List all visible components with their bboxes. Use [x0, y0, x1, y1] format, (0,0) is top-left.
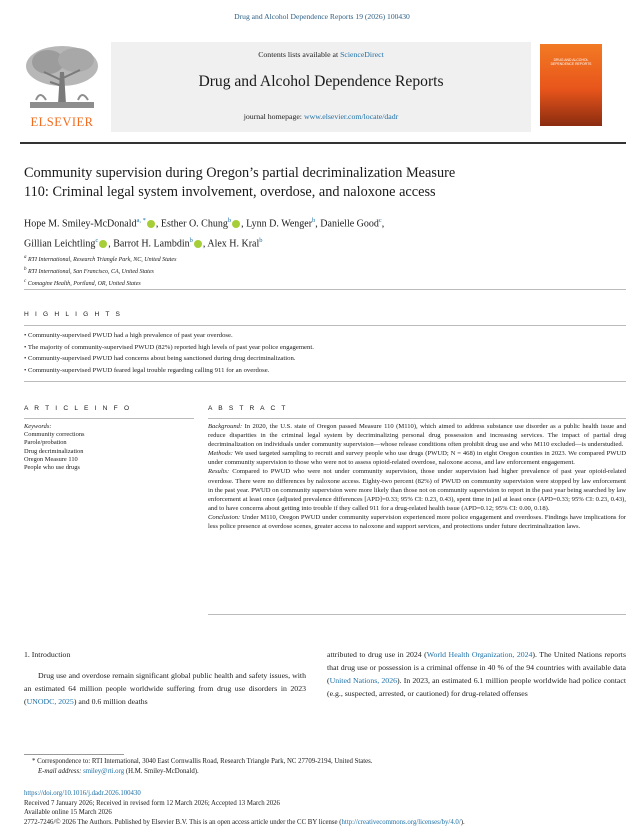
- highlights-heading: H I G H L I G H T S: [24, 311, 123, 318]
- author-name[interactable]: Barrot H. Lambdin: [113, 238, 190, 250]
- orcid-icon[interactable]: [99, 240, 107, 248]
- license-line: [24, 818, 624, 828]
- author-affiliation-mark[interactable]: b: [227, 217, 232, 224]
- highlight-text: Community-supervised PWUD feared legal trouble regarding calling 911 for an overdose.: [28, 366, 270, 374]
- highlight-item: • Community-supervised PWUD had a high prevalence of past year overdose.: [24, 332, 233, 339]
- citation-link[interactable]: United Nations, 2026: [329, 676, 397, 685]
- highlight-text: The majority of community-supervised PWUD (82%) reported high levels of past year police engagement.: [27, 343, 314, 351]
- article-title-line-1: Community supervision during Oregon’s partial decriminalization Measure: [24, 165, 456, 181]
- abstract-text: We used targeted sampling to recruit and survey people who use drugs (PWUD; N = 468) in eight Oregon counties in 2023. We compared PWUD under community supervision to those who were not to assess opioid-related overdose, naloxone access, and law enforcement engagement.: [208, 450, 626, 467]
- keyword-item[interactable]: Drug decriminalization: [24, 447, 84, 455]
- email-name: (H.M. Smiley-McDonald).: [124, 768, 199, 775]
- abstract-heading: A B S T R A C T: [208, 405, 288, 412]
- homepage-line: [111, 112, 531, 121]
- intro-text: attributed to drug use in 2024 (: [327, 650, 427, 659]
- footnotes: [24, 757, 624, 777]
- abstract-text: Compared to PWUD who were not under community supervision, those under supervision had higher prevalence of past year opioid-related overdose. There were no differences by naloxone access. Eighty-two percent (82%) of PWUD on community supervision were stopped by law enforcement in the past year. PWUD on community supervision were more likely than those not on community supervision to report in the past year being searched by law enforcement at least once (adjusted prevalence differences [APD]=0.33; 95% CI: 0.23, 0.43), spent time in jail at least once (APD=0.33; 95% CI: 0.23, 0.43), and to have concerns about getting into trouble if they called 911 for a drug-related health issue (APD=0.12; 95% CI: 0.00, 0.18).: [208, 468, 626, 512]
- publication-info: [24, 789, 624, 827]
- orcid-icon[interactable]: [232, 220, 240, 228]
- homepage-prefix: journal homepage:: [243, 112, 304, 121]
- highlight-item: • The majority of community-supervised PWUD (82%) reported high levels of past year police engagement.: [24, 343, 314, 351]
- doi-link[interactable]: https://doi.org/10.1016/j.dadr.2026.100430: [24, 790, 141, 797]
- cover-title: DRUG AND ALCOHOL DEPENDENCE REPORTS: [550, 58, 592, 66]
- journal-cover-image[interactable]: [540, 44, 602, 126]
- intro-text: ) and 0.6 million deaths: [73, 697, 148, 706]
- email-note: [24, 767, 624, 777]
- citation-link[interactable]: World Health Organization, 2024: [426, 650, 533, 659]
- introduction-heading: 1. Introduction: [24, 650, 71, 659]
- license-end: ).: [460, 818, 465, 826]
- received-dates: Received 7 January 2026; Received in revised form 12 March 2026; Accepted 13 March 2026: [24, 799, 280, 807]
- affiliation-item: [24, 277, 604, 289]
- author-name[interactable]: Danielle Good: [320, 218, 379, 230]
- abstract-label: Results:: [208, 468, 230, 476]
- tree-icon: [20, 42, 104, 116]
- footnote-divider: [24, 754, 124, 755]
- affiliation-item: [24, 265, 604, 277]
- affiliation-key: b: [24, 267, 27, 273]
- journal-title: Drug and Alcohol Dependence Reports: [198, 73, 444, 90]
- highlight-text: Community-supervised PWUD had a high prevalence of past year overdose.: [28, 332, 233, 339]
- affiliation-key: a: [24, 255, 27, 260]
- email-label: E-mail address:: [38, 768, 84, 775]
- introduction-right-column: [327, 648, 626, 700]
- abstract-label: Background:: [208, 423, 243, 430]
- author-affiliation-mark[interactable]: b: [259, 237, 263, 245]
- correspondence-note: * Correspondence to: RTI International, 3040 East Cornwallis Road, Research Triangle Park, NC 27709-2194, United States.: [32, 758, 373, 765]
- author-name[interactable]: Esther O. Chung: [160, 218, 228, 230]
- article-info-heading: A R T I C L E I N F O: [24, 405, 132, 412]
- intro-text: ). In 2023, an estimated 6.1 million people worldwide had police contact (e.g., suspected, arrested, or cautioned) for drug-related offenses: [327, 676, 627, 698]
- keywords-label: Keywords:: [24, 423, 52, 430]
- intro-text: Drug use and overdose remain significant global public health and safety issues, with an estimated 64 million people worldwide suffering from drug use disorders in 2023 (: [24, 671, 306, 706]
- keyword-item[interactable]: Community corrections: [24, 431, 85, 439]
- abstract-text: In 2020, the U.S. state of Oregon passed Measure 110 (M110), which aimed to address substance use disorder as a public health issue and reduce disparities in the criminal legal system by decriminalizing personal drug possession and increasing services. The impact of partial drug decriminalization on individuals under community supervision—whose release conditions often prohibit drug use and who M110 excluded—is understudied.: [208, 423, 626, 449]
- keyword-item[interactable]: Parole/probation: [24, 439, 67, 447]
- keyword-item[interactable]: People who use drugs: [24, 464, 80, 472]
- license-link[interactable]: http://creativecommons.org/licenses/by/4.0/: [341, 818, 461, 826]
- affiliations-divider: [24, 289, 626, 290]
- journal-homepage-link[interactable]: www.elsevier.com/locate/dadr: [303, 112, 399, 121]
- author-affiliation-mark[interactable]: c: [378, 217, 382, 224]
- elsevier-wordmark: ELSEVIER: [30, 115, 94, 129]
- affiliation-text: RTI International, Research Triangle Park, NC, United States: [28, 257, 177, 263]
- highlight-item: • Community-supervised PWUD had concerns about being sanctioned during drug decriminalization.: [24, 355, 296, 363]
- online-date: Available online 15 March 2026: [24, 809, 112, 816]
- introduction-left-column: [24, 648, 306, 708]
- abstract-conclusion: [208, 513, 626, 531]
- affiliation-item: [24, 253, 604, 265]
- orcid-icon[interactable]: [147, 220, 155, 228]
- author-name[interactable]: Alex H. Kral: [207, 238, 260, 250]
- author-list: Hope M. Smiley-McDonald$^{a, *}$ , Esther O. Chung$^b$ , Lynn D. Wenger$^b$, Danielle Good$^c$, Gillian Leichtling$^c$ , Barrot H. Lambdin$^b$ , Alex H. Kral$^b$: [24, 217, 385, 250]
- intro-paragraph: [24, 669, 306, 708]
- highlight-text: Community-supervised PWUD had concerns about being sanctioned during drug decriminalization.: [28, 355, 296, 363]
- sciencedirect-link[interactable]: ScienceDirect: [340, 50, 384, 59]
- highlights-list: [24, 325, 626, 382]
- abstract-background: [208, 422, 626, 449]
- affiliation-text: RTI International, San Francisco, CA, United States: [28, 269, 154, 276]
- abstract-label: Conclusion:: [208, 513, 241, 521]
- abstract-divider: [208, 614, 626, 615]
- article-title: [24, 164, 584, 202]
- header-divider: [20, 142, 626, 144]
- author-affiliation-mark[interactable]: b: [312, 217, 316, 224]
- abstract-label: Methods:: [208, 450, 233, 458]
- intro-text: ). The United Nations reports that drug use or possession is a criminal offense in 40 % of the 94 countries with available data (: [327, 650, 627, 685]
- keyword-item[interactable]: Oregon Measure 110: [24, 455, 78, 463]
- affiliations: [24, 253, 604, 290]
- contents-line: [111, 50, 531, 59]
- abstract-body: [208, 418, 626, 531]
- author-affiliation-mark[interactable]: c: [95, 237, 99, 245]
- article-info-panel: [24, 418, 194, 472]
- abstract-methods: [208, 449, 626, 467]
- author-name[interactable]: Lynn D. Wenger: [246, 218, 313, 230]
- highlight-item: • Community-supervised PWUD feared legal trouble regarding calling 911 for an overdose.: [24, 366, 270, 374]
- elsevier-tree-logo[interactable]: [20, 42, 104, 132]
- article-title-line-2: 110: Criminal legal system involvement, overdose, and naloxone access: [24, 184, 436, 200]
- citation-link[interactable]: UNODC, 2025: [26, 697, 74, 706]
- email-link[interactable]: smiley@rti.org: [83, 768, 125, 775]
- author-affiliation-mark[interactable]: b: [189, 237, 193, 245]
- affiliation-key: c: [24, 279, 27, 285]
- abstract-results: [208, 467, 626, 512]
- author-name[interactable]: Hope M. Smiley-McDonald: [24, 218, 137, 230]
- affiliation-text: Comagine Health, Portland, OR, United States: [27, 281, 141, 288]
- orcid-icon[interactable]: [194, 240, 202, 248]
- contents-prefix: Contents lists available at: [258, 50, 341, 59]
- masthead-banner: [111, 42, 531, 132]
- author-affiliation-mark[interactable]: a, *: [136, 217, 146, 224]
- abstract-text: Under M110, Oregon PWUD under community supervision experienced more police engagement and overdoses. Findings have implications for less police presence at overdose scenes, greater access to naloxone and support services, and protections under future decriminalization laws.: [208, 513, 626, 531]
- journal-masthead: [20, 42, 626, 134]
- running-head[interactable]: Drug and Alcohol Dependence Reports 19 (2026) 100430: [234, 12, 410, 21]
- author-name[interactable]: Gillian Leichtling: [24, 238, 96, 250]
- license-text: 2772-7246/© 2026 The Authors. Published by Elsevier B.V. This is an open access article under the CC BY license (: [24, 818, 342, 826]
